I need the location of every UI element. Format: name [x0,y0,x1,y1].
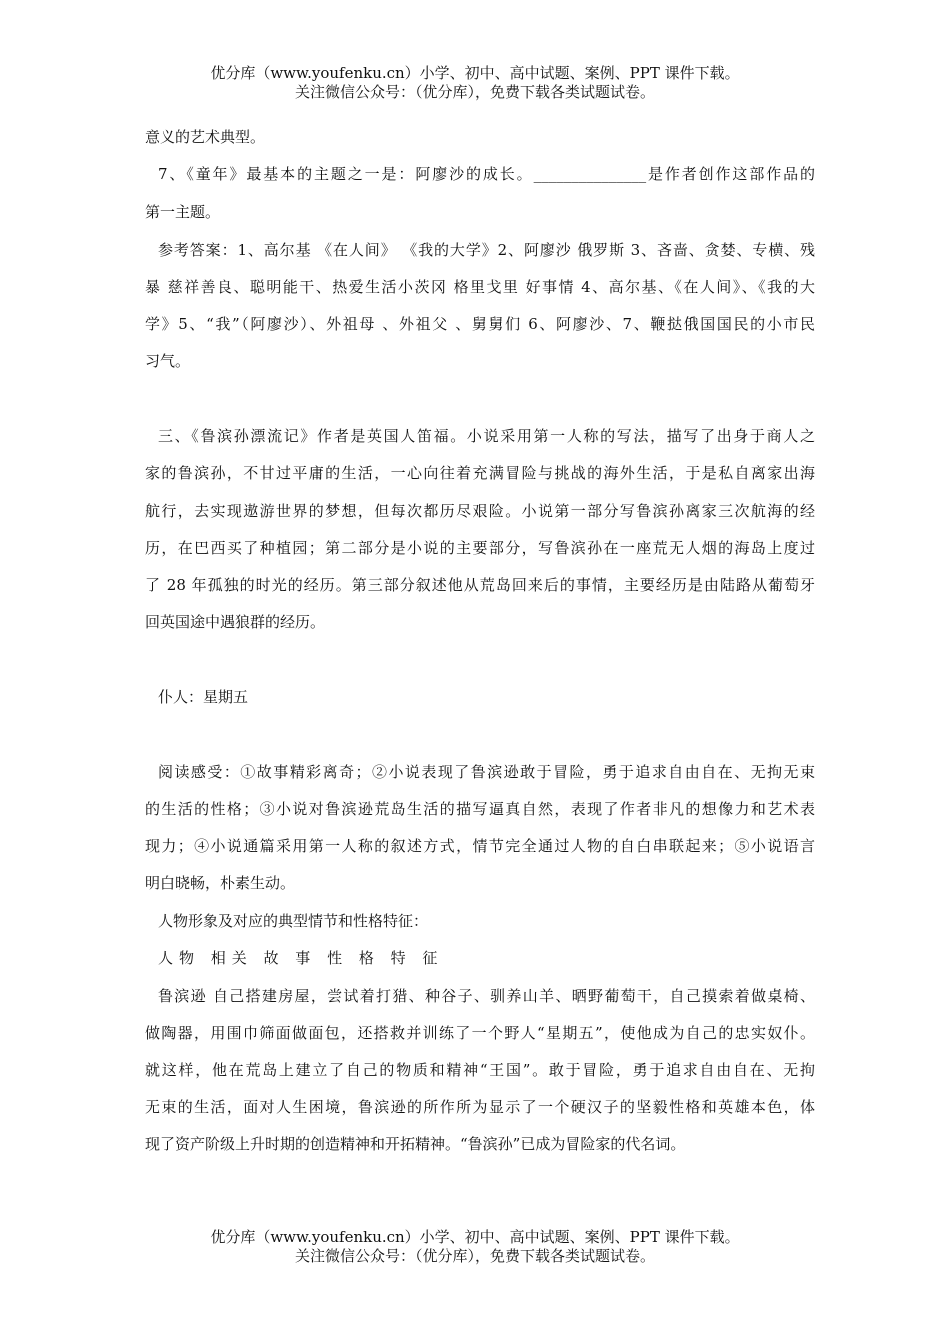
answer-key-line: 参考答案：1、高尔基 《在人间》 《我的大学》2、阿廖沙 俄罗斯 3、吝啬、贪婪、专横、残 [158,241,815,259]
text-line: 第一主题。 [145,203,221,221]
page-footer [0,1228,950,1266]
character-heading: 人物形象及对应的典型情节和性格特征： [158,912,429,930]
servant-line: 仆人：星期五 [158,688,249,706]
character-line: 鲁滨逊 自己搭建房屋，尝试着打猎、种谷子、驯养山羊、晒野葡萄干，自己摸索着做桌椅、 [158,987,815,1005]
character-line: 就这样，他在荒岛上建立了自己的物质和精神“王国”。敢于冒险，勇于追求自由自在、无拘 [145,1061,815,1079]
section-3-line: 三、《鲁滨孙漂流记》作者是英国人笛福。小说采用第一人称的写法，描写了出身于商人之 [158,427,815,445]
character-line: 做陶器，用围巾筛面做面包，还搭救并训练了一个野人“星期五”，使他成为自己的忠实奴仆。 [145,1024,815,1042]
reading-impression-line: 的生活的性格；③小说对鲁滨逊荒岛生活的描写逼真自然，表现了作者非凡的想像力和艺术表 [145,800,815,818]
section-3-line: 了 28 年孤独的时光的经历。第三部分叙述他从荒岛回来后的事情，主要经历是由陆路从葡萄牙 [145,576,815,594]
reading-impression-line: 阅读感受：①故事精彩离奇；②小说表现了鲁滨逊敢于冒险，勇于追求自由自在、无拘无束 [158,763,815,781]
footer-line-1: 优分库（www.youfenku.cn）小学、初中、高中试题、案例、PPT 课件下载。 [210,1228,740,1246]
reading-impression-line: 现力；④小说通篇采用第一人称的叙述方式，情节完全通过人物的自白串联起来；⑤小说语言 [145,837,815,855]
section-3-line: 航行，去实现遨游世界的梦想，但每次都历尽艰险。小说第一部分写鲁滨孙离家三次航海的经 [145,502,815,520]
header-line-1: 优分库（www.youfenku.cn）小学、初中、高中试题、案例、PPT 课件下载。 [210,64,740,82]
answer-key-line: 习气。 [145,352,191,370]
reading-impression-line: 明白晓畅，朴素生动。 [145,874,296,892]
footer-line-2: 关注微信公众号：（优分库），免费下载各类试题试卷。 [294,1247,655,1265]
section-3-line: 回英国途中遇狼群的经历。 [145,613,326,631]
page-header [0,64,950,102]
character-line: 现了资产阶级上升时期的创造精神和开拓精神。“鲁滨孙”已成为冒险家的代名词。 [145,1135,686,1153]
section-3-line: 历，在巴西买了种植园；第二部分是小说的主要部分，写鲁滨孙在一座荒无人烟的海岛上度过 [145,539,815,557]
question-7-line: 7、《童年》最基本的主题之一是：阿廖沙的成长。_______________是作者创作这部作品的 [158,165,815,183]
section-3-line: 家的鲁滨孙，不甘过平庸的生活，一心向往着充满冒险与挑战的海外生活，于是私自离家出海 [145,464,815,482]
answer-key-line: 学》5、“我”（阿廖沙）、外祖母 、外祖父 、舅舅们 6、阿廖沙、7、鞭挞俄国国民的小市民 [145,315,815,333]
character-line: 无束的生活，面对人生困境，鲁滨逊的所作所为显示了一个硬汉子的坚毅性格和英雄本色，体 [145,1098,815,1116]
character-table-header: 人物 相关 故 事 性 格 特 征 [158,949,444,967]
answer-key-line: 暴 慈祥善良、聪明能干、热爱生活小茨冈 格里戈里 好事情 4、高尔基、《在人间》、《我的大 [145,278,815,296]
header-line-2: 关注微信公众号：（优分库），免费下载各类试题试卷。 [294,83,655,101]
text-line: 意义的艺术典型。 [145,128,266,146]
